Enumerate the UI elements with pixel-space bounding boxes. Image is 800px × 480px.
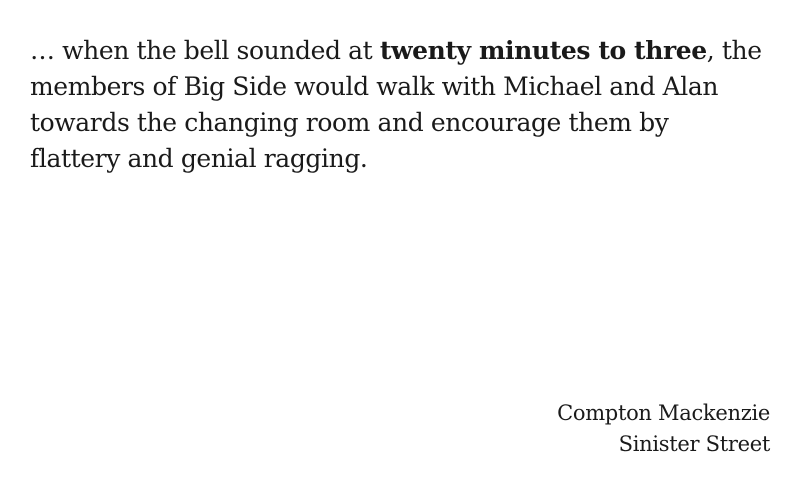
attribution	[557, 398, 770, 460]
quote-text-before: … when the bell sounded at	[30, 36, 380, 65]
quote-text-after: , the members of Big Side would walk with Michael and Alan towards the changing room and encourage them by flattery and genial ragging.	[30, 36, 762, 173]
author-name: Compton Mackenzie	[557, 401, 770, 425]
quote-text	[30, 33, 765, 177]
work-title: Sinister Street	[618, 432, 770, 456]
quote-emphasis: twenty minutes to three	[379, 36, 707, 65]
